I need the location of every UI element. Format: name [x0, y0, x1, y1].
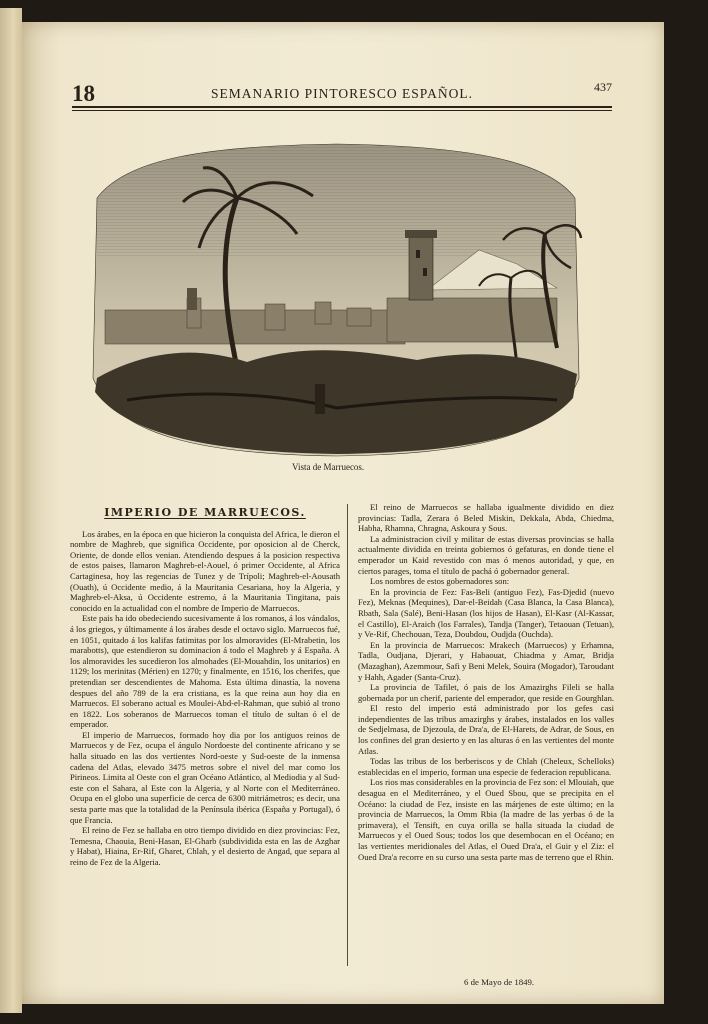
adjacent-page-edge [0, 8, 22, 1013]
article-column-left [70, 502, 340, 978]
small-minaret [187, 288, 197, 310]
running-title: SEMANARIO PINTORESCO ESPAÑOL. [211, 86, 473, 101]
paragraph: La provincia de Tafilet, ó pais de los Amazirghs Fileli se halla gobernada por un cherif, pariente del emperador, que reside en Gourghlan. [358, 682, 614, 703]
paragraph: Todas las tribus de los berberiscos y de Chlah (Cheleux, Schelloks) establecidas en el imperio, forman una especie de federacion republicana. [358, 756, 614, 777]
page-number: 437 [594, 80, 612, 94]
illustration-caption: Vista de Marruecos. [292, 462, 365, 472]
newspaper-page [22, 22, 664, 1004]
paragraph: El reino de Marruecos se hallaba igualmente dividido en diez provincias: Tadla, Zerara ó Beled Miskin, Dekkala, Abda, Chiedma, Habha, Rhamna, Chragna, Askoura y Sous. [358, 502, 614, 534]
article-title: IMPERIO DE MARRUECOS. [104, 506, 306, 519]
page-header [72, 74, 612, 104]
robed-figure [315, 384, 325, 414]
column-divider [347, 504, 348, 966]
paragraph: Los nombres de estos gobernadores son: [370, 576, 510, 587]
header-rule-thin [72, 110, 612, 111]
issue-number: 18 [72, 81, 95, 106]
paragraph: Los árabes, en la época en que hicieron la conquista del Africa, le dieron el nombre de Maghreb, que significa Occidente, por oposicion al de Cherck, Oriente, de donde ellos venian. Atendiendo despues á la posicion respectiva de estos paises, llamaron Maghreb-el-Aouel, ó primer Occidente, al Africa Cartaginesa, hoy las regencias de Tunez y de Trípoli; Maghreb-el-Aousath (Ouath), ú Occidente medio, á la Mauritania Cesariana, hoy la Algeria, y Maghreb-el-Aksa, ú Occidente estremo, á la Mauritania Tingitana, pais conocido en la actualidad con el nombre de Imperio de Marruecos. [70, 528, 340, 613]
minaret-tower [405, 230, 437, 300]
header-rule [72, 106, 612, 108]
paragraph: El resto del imperio está administrado por los gefes casi independientes de las tribus amazirghs y árabes, instalados en los valles de Sedjelmasa, de Djezoula, de Dra'a, de El-Harets, de Adrar, de Sous, en los confines del gran desierto y en las alturas ó en las vertientes del monte Atlas. [358, 703, 614, 756]
engraving-illustration [87, 138, 583, 458]
paragraph: Este pais ha ido obedeciendo sucesivamente á los romanos, á los vándalos, á los griegos, y últimamente á los árabes desde el octavo siglo. Marruecos fué, en 1051, quitado á los kalifas fatimitas por los almoravides (El-Mrabetin, los marabotts), que estendieron su dominacion á todo el Maghreb y á España. A los almoravides les sucedieron los almohades (El-Mouahdin, los unitarios) en 1129; los merinitas (Mérien) en 1270; y finalmente, en 1516, los cherifes, que pretendian ser descendientes de Mahoma. Esta última dinastía, la novena despues del año 789 de la era cristiana, es la que reina aun hoy dia en Marruecos. El soberano actual es Moulei-Abd-el-Rahman, que subió al trono en 1822. Los soberanos de Marruecos toman el título de sultan ó el de emperador. [70, 613, 340, 730]
paragraph: El imperio de Marruecos, formado hoy dia por los antiguos reinos de Marruecos y de Fez, ocupa el ángulo Nordoeste del continente africano y se halla situado en las dos vertientes Nord-oeste y Sud-oeste de la inmensa cadena del Atlas, elevado 3475 metros sobre el nivel del mar como los Pirineos. Limita al Oeste con el gran Océano Atlántico, al Mediodia y al Sud-este con el Sahara, al Este con la Algeria, y al Norte con el Mediterráneo. Ocupa en el globo una superficie de cerca de 6300 mitriámetros; es decir, una sesta parte mas que la totalidad de la Península ibérica (España y Portugal), ó que Francia. [70, 729, 340, 825]
dateline: 6 de Mayo de 1849. [464, 977, 535, 987]
paragraph: La administracion civil y militar de estas diversas provincias se halla actualmente dividida en treinta gobiernos ó gefaturas, en donde tiene el emperador un Kaid revestido con mas ó menos autoridad, y que, en ciertos parages, toma el título de pachá ó gobernador general. [358, 533, 614, 576]
paragraph: En la provincia de Fez: Fas-Beli (antiguo Fez), Fas-Djedid (nuevo Fez), Meknas (Mequines), Dar-el-Beidah (Casa Blanca, la Casa Blanca), Rbath, Sala (Salé), Beni-Hasan (los hijos de Hasan), El-Kasr (Al-Kassar, el Castillo), El-Araich (los Farrales), Tandja (Tanger), Tetaouan (Tetuan), y Ve-Rif, Chechouan, Teza, Doubdou, Oudjda (Ouchda). [358, 586, 614, 640]
paragraph: El reino de Fez se hallaba en otro tiempo dividido en diez provincias: Fez, Temesna, Chaouia, Beni-Hasan, El-Gharb (subdividida esta en las de Azghar y Habat), Hiaina, Er-Rif, Gharet, Chlah, y el desierto de Angad, que separa al reino de Fez de la Algeria. [70, 825, 340, 867]
foreground-shrubs [95, 350, 577, 454]
paragraph: En la provincia de Marruecos: Mrakech (Marruecos) y Erhamna, Tadla, Oudjana, Djerari, y Habaouat, Chiadma y Amar, Bridja (Mazaghan), Azemmour, Safi y Beni Melek, Souira (Mogador), Taroudant y Hahh, Agader (Santa-Cruz). [358, 639, 614, 682]
article-column-right [358, 502, 614, 972]
paragraph: Los rios mas considerables en la provincia de Fez son: el Mlouiah, que desagua en el Mediterráneo, y el Oued Sbou, que se precipita en el Océano: la ciudad de Fez, insiste en las márjenes de este último; en la provincia de Marruecos, la Omm Rbia (la madre de las yerbas ó de la primavera), el Tensift, en cuya orilla se halla situada la ciudad de Marruecos y el Oued Sous; todos los que desembocan en el Océano; en las vertientes meridionales del Atlas, el Oued Dra'a, el Guir y el Ziz: el Oued Dra'a recorre en su curso una sesta parte mas de terreno que el Rhin. [358, 777, 614, 862]
